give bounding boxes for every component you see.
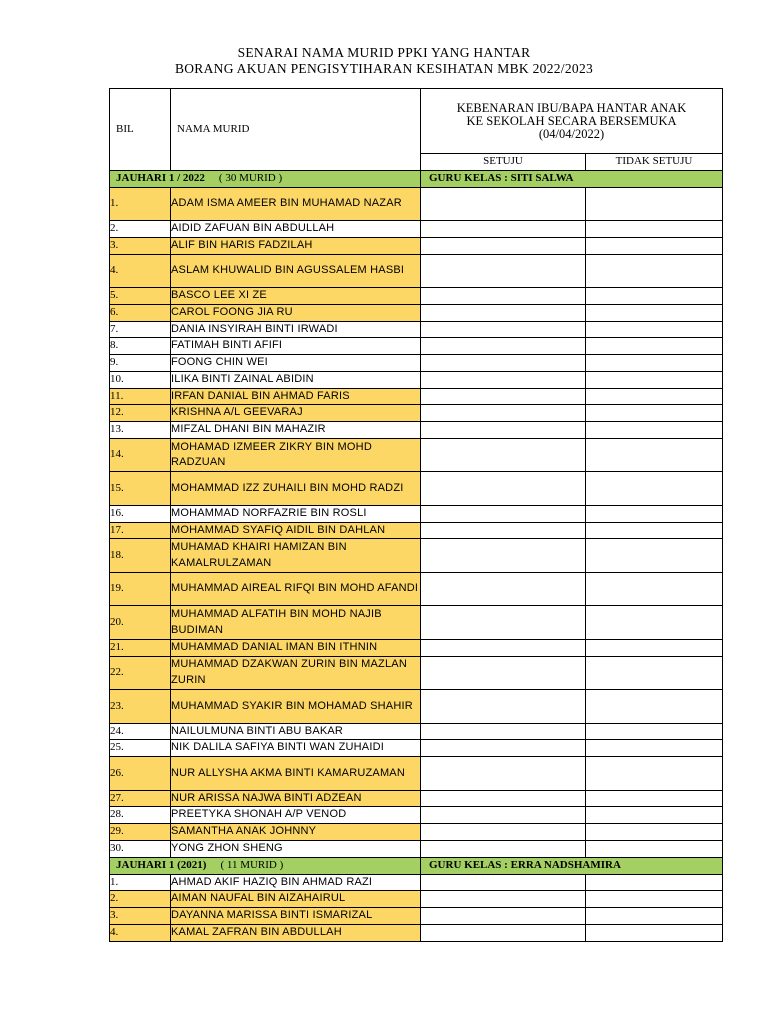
setuju-cell[interactable] (421, 472, 586, 506)
setuju-cell[interactable] (421, 824, 586, 841)
student-name: MOHAMMAD SYAFIQ AIDIL BIN DAHLAN (171, 522, 421, 539)
setuju-cell[interactable] (421, 254, 586, 288)
setuju-cell[interactable] (421, 405, 586, 422)
student-name: MUHAMMAD ALFATIH BIN MOHD NAJIB BUDIMAN (171, 606, 421, 640)
tidak-setuju-cell[interactable] (586, 187, 723, 221)
document-title-line2: BORANG AKUAN PENGISYTIHARAN KESIHATAN MBK 2022/2023 (174, 61, 594, 76)
tidak-setuju-cell[interactable] (586, 606, 723, 640)
setuju-cell[interactable] (421, 656, 586, 690)
table-row (110, 690, 723, 724)
tidak-setuju-cell[interactable] (586, 321, 723, 338)
setuju-cell[interactable] (421, 740, 586, 757)
setuju-cell[interactable] (421, 388, 586, 405)
setuju-cell[interactable] (421, 438, 586, 472)
row-number: 30. (110, 840, 171, 857)
setuju-cell[interactable] (421, 288, 586, 305)
table-row (110, 908, 723, 925)
section-student-count: ( 11 MURID ) (220, 858, 284, 871)
row-number: 4. (110, 924, 171, 941)
setuju-cell[interactable] (421, 321, 586, 338)
setuju-cell[interactable] (421, 221, 586, 238)
table-row (110, 807, 723, 824)
setuju-cell[interactable] (421, 522, 586, 539)
table-row (110, 304, 723, 321)
student-name: ILIKA BINTI ZAINAL ABIDIN (171, 371, 421, 388)
student-name: BASCO LEE XI ZE (171, 288, 421, 305)
student-name: NUR ALLYSHA AKMA BINTI KAMARUZAMAN (171, 757, 421, 791)
section-student-count: ( 30 MURID ) (218, 171, 283, 184)
row-number: 17. (110, 522, 171, 539)
tidak-setuju-cell[interactable] (586, 355, 723, 372)
row-number: 19. (110, 572, 171, 606)
table-row (110, 505, 723, 522)
student-name: KAMAL ZAFRAN BIN ABDULLAH (171, 924, 421, 941)
setuju-cell[interactable] (421, 908, 586, 925)
setuju-cell[interactable] (421, 338, 586, 355)
setuju-cell[interactable] (421, 505, 586, 522)
table-row (110, 438, 723, 472)
setuju-cell[interactable] (421, 874, 586, 891)
row-number: 12. (110, 405, 171, 422)
row-number: 6. (110, 304, 171, 321)
table-row (110, 371, 723, 388)
setuju-cell[interactable] (421, 807, 586, 824)
student-name: MUHAMMAD DZAKWAN ZURIN BIN MAZLAN ZURIN (171, 656, 421, 690)
student-name: PREETYKA SHONAH A/P VENOD (171, 807, 421, 824)
tidak-setuju-cell[interactable] (586, 924, 723, 941)
table-row (110, 355, 723, 372)
student-name: FOONG CHIN WEI (171, 355, 421, 372)
tidak-setuju-cell[interactable] (586, 656, 723, 690)
table-row (110, 740, 723, 757)
tidak-setuju-cell[interactable] (586, 874, 723, 891)
student-name: SAMANTHA ANAK JOHNNY (171, 824, 421, 841)
student-name: CAROL FOONG JIA RU (171, 304, 421, 321)
tidak-setuju-cell[interactable] (586, 388, 723, 405)
tidak-setuju-cell[interactable] (586, 908, 723, 925)
student-name: MUHAMMAD SYAKIR BIN MOHAMAD SHAHIR (171, 690, 421, 724)
table-row (110, 757, 723, 791)
tidak-setuju-cell[interactable] (586, 639, 723, 656)
header-kebenaran (421, 89, 723, 154)
student-name: NIK DALILA SAFIYA BINTI WAN ZUHAIDI (171, 740, 421, 757)
table-row (110, 338, 723, 355)
setuju-cell[interactable] (421, 355, 586, 372)
row-number: 16. (110, 505, 171, 522)
student-name: DAYANNA MARISSA BINTI ISMARIZAL (171, 908, 421, 925)
tidak-setuju-cell[interactable] (586, 405, 723, 422)
row-number: 28. (110, 807, 171, 824)
setuju-cell[interactable] (421, 639, 586, 656)
student-name: ADAM ISMA AMEER BIN MUHAMAD NAZAR (171, 187, 421, 221)
row-number: 23. (110, 690, 171, 724)
tidak-setuju-cell[interactable] (586, 891, 723, 908)
table-row (110, 790, 723, 807)
setuju-cell[interactable] (421, 422, 586, 439)
student-name: ALIF BIN HARIS FADZILAH (171, 237, 421, 254)
row-number: 14. (110, 438, 171, 472)
row-number: 29. (110, 824, 171, 841)
student-name: MOHAMMAD IZZ ZUHAILI BIN MOHD RADZI (171, 472, 421, 506)
student-name: YONG ZHON SHENG (171, 840, 421, 857)
section-class-label (110, 170, 421, 187)
tidak-setuju-cell[interactable] (586, 690, 723, 724)
row-number: 22. (110, 656, 171, 690)
student-name: MOHAMMAD NORFAZRIE BIN ROSLI (171, 505, 421, 522)
table-row (110, 572, 723, 606)
header-kebenaran-line2: KE SEKOLAH SECARA BERSEMUKA (466, 113, 677, 128)
row-number: 13. (110, 422, 171, 439)
tidak-setuju-cell[interactable] (586, 572, 723, 606)
tidak-setuju-cell[interactable] (586, 505, 723, 522)
student-name: IRFAN DANIAL BIN AHMAD FARIS (171, 388, 421, 405)
row-number: 15. (110, 472, 171, 506)
section-teacher: GURU KELAS : SITI SALWA (421, 170, 723, 187)
tidak-setuju-cell[interactable] (586, 757, 723, 791)
student-name: AHMAD AKIF HAZIQ BIN AHMAD RAZI (171, 874, 421, 891)
table-row (110, 422, 723, 439)
setuju-cell[interactable] (421, 187, 586, 221)
student-name: NAILULMUNA BINTI ABU BAKAR (171, 723, 421, 740)
tidak-setuju-cell[interactable] (586, 723, 723, 740)
row-number: 5. (110, 288, 171, 305)
row-number: 2. (110, 221, 171, 238)
tidak-setuju-cell[interactable] (586, 539, 723, 573)
row-number: 7. (110, 321, 171, 338)
student-name: MUHAMAD KHAIRI HAMIZAN BIN KAMALRULZAMAN (171, 539, 421, 573)
setuju-cell[interactable] (421, 757, 586, 791)
row-number: 4. (110, 254, 171, 288)
row-number: 9. (110, 355, 171, 372)
table-row (110, 254, 723, 288)
tidak-setuju-cell[interactable] (586, 824, 723, 841)
tidak-setuju-cell[interactable] (586, 254, 723, 288)
section-class-label (110, 857, 421, 874)
setuju-cell[interactable] (421, 924, 586, 941)
table-row (110, 405, 723, 422)
setuju-cell[interactable] (421, 237, 586, 254)
document-title-line1: SENARAI NAMA MURID PPKI YANG HANTAR (237, 45, 531, 60)
setuju-cell[interactable] (421, 891, 586, 908)
setuju-cell[interactable] (421, 690, 586, 724)
table-row (110, 187, 723, 221)
row-number: 11. (110, 388, 171, 405)
table-row (110, 924, 723, 941)
table-row (110, 388, 723, 405)
table-row (110, 606, 723, 640)
row-number: 1. (110, 874, 171, 891)
tidak-setuju-cell[interactable] (586, 237, 723, 254)
tidak-setuju-cell[interactable] (586, 807, 723, 824)
row-number: 27. (110, 790, 171, 807)
table-row (110, 221, 723, 238)
row-number: 3. (110, 237, 171, 254)
student-name: AIMAN NAUFAL BIN AIZAHAIRUL (171, 891, 421, 908)
setuju-cell[interactable] (421, 304, 586, 321)
tidak-setuju-cell[interactable] (586, 221, 723, 238)
row-number: 8. (110, 338, 171, 355)
student-name: DANIA INSYIRAH BINTI IRWADI (171, 321, 421, 338)
section-header-row (110, 170, 723, 187)
student-name: ASLAM KHUWALID BIN AGUSSALEM HASBI (171, 254, 421, 288)
row-number: 1. (110, 187, 171, 221)
student-name: KRISHNA A/L GEEVARAJ (171, 405, 421, 422)
setuju-cell[interactable] (421, 790, 586, 807)
header-nama-murid: NAMA MURID (171, 89, 421, 171)
student-table (109, 88, 723, 942)
section-teacher: GURU KELAS : ERRA NADSHAMIRA (421, 857, 723, 874)
section-header-row (110, 857, 723, 874)
student-name: MOHAMAD IZMEER ZIKRY BIN MOHD RADZUAN (171, 438, 421, 472)
section-class-name: JAUHARI 1 / 2022 (116, 171, 205, 184)
header-kebenaran-line1: KEBENARAN IBU/BAPA HANTAR ANAK (456, 100, 687, 115)
table-row (110, 891, 723, 908)
header-bil: BIL (110, 89, 171, 171)
tidak-setuju-cell[interactable] (586, 472, 723, 506)
table-row (110, 237, 723, 254)
setuju-cell[interactable] (421, 606, 586, 640)
row-number: 18. (110, 539, 171, 573)
tidak-setuju-cell[interactable] (586, 288, 723, 305)
student-name: FATIMAH BINTI AFIFI (171, 338, 421, 355)
table-row (110, 522, 723, 539)
table-row (110, 656, 723, 690)
setuju-cell[interactable] (421, 572, 586, 606)
setuju-cell[interactable] (421, 840, 586, 857)
student-name: MUHAMMAD AIREAL RIFQI BIN MOHD AFANDI (171, 572, 421, 606)
table-row (110, 539, 723, 573)
student-name: MIFZAL DHANI BIN MAHAZIR (171, 422, 421, 439)
header-setuju: SETUJU (421, 154, 586, 171)
table-row (110, 824, 723, 841)
row-number: 26. (110, 757, 171, 791)
student-name: MUHAMMAD DANIAL IMAN BIN ITHNIN (171, 639, 421, 656)
tidak-setuju-cell[interactable] (586, 338, 723, 355)
row-number: 25. (110, 740, 171, 757)
tidak-setuju-cell[interactable] (586, 840, 723, 857)
header-kebenaran-date: (04/04/2022) (538, 126, 605, 141)
row-number: 21. (110, 639, 171, 656)
table-row (110, 874, 723, 891)
table-row (110, 288, 723, 305)
tidak-setuju-cell[interactable] (586, 438, 723, 472)
tidak-setuju-cell[interactable] (586, 740, 723, 757)
row-number: 24. (110, 723, 171, 740)
table-row (110, 723, 723, 740)
setuju-cell[interactable] (421, 723, 586, 740)
header-tidak-setuju: TIDAK SETUJU (586, 154, 723, 171)
setuju-cell[interactable] (421, 371, 586, 388)
tidak-setuju-cell[interactable] (586, 371, 723, 388)
table-row (110, 321, 723, 338)
row-number: 3. (110, 908, 171, 925)
student-name: NUR ARISSA NAJWA BINTI ADZEAN (171, 790, 421, 807)
row-number: 10. (110, 371, 171, 388)
table-row (110, 840, 723, 857)
table-row (110, 472, 723, 506)
tidak-setuju-cell[interactable] (586, 790, 723, 807)
row-number: 2. (110, 891, 171, 908)
student-name: AIDID ZAFUAN BIN ABDULLAH (171, 221, 421, 238)
section-class-name: JAUHARI 1 (2021) (116, 858, 207, 871)
tidak-setuju-cell[interactable] (586, 304, 723, 321)
tidak-setuju-cell[interactable] (586, 422, 723, 439)
row-number: 20. (110, 606, 171, 640)
table-row (110, 639, 723, 656)
setuju-cell[interactable] (421, 539, 586, 573)
tidak-setuju-cell[interactable] (586, 522, 723, 539)
